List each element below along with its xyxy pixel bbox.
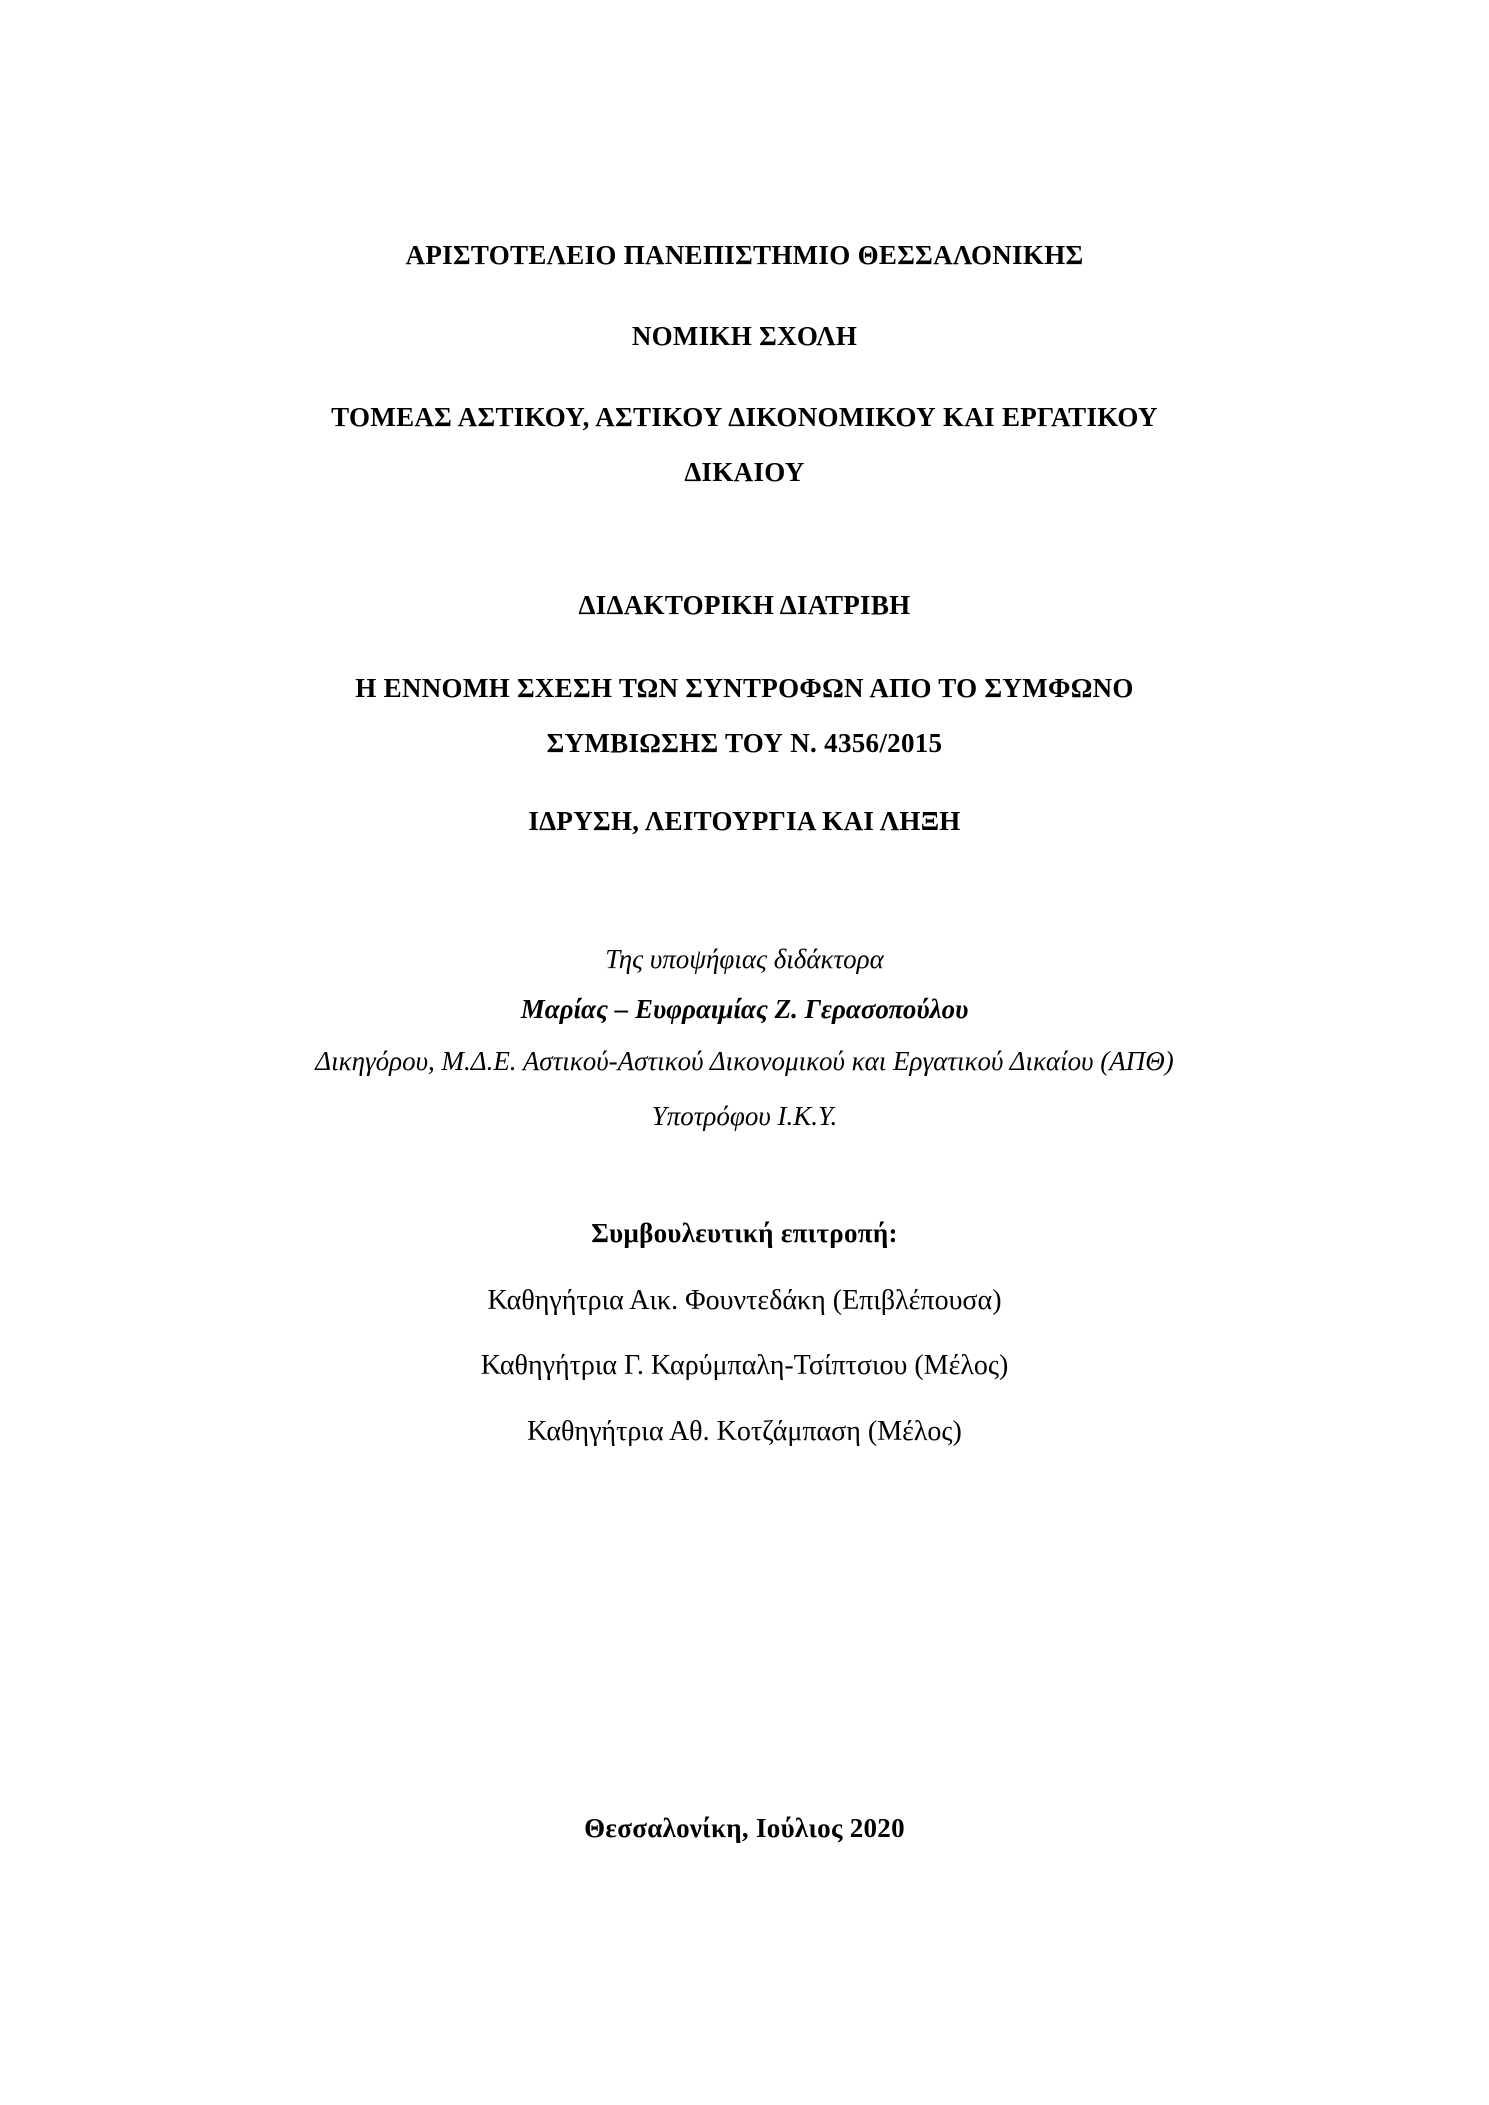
thesis-subtitle: ΙΔΡΥΣΗ, ΛΕΙΤΟΥΡΓΙΑ ΚΑΙ ΛΗΞΗ: [528, 806, 961, 836]
department-name-line1: ΤΟΜΕΑΣ ΑΣΤΙΚΟΥ, ΑΣΤΙΚΟΥ ΔΙΚΟΝΟΜΙΚΟΥ ΚΑΙ ΕΡΓΑΤΙΚΟΥ: [331, 402, 1158, 432]
committee-member: Καθηγήτρια Αικ. Φουντεδάκη (Επιβλέπουσα): [487, 1285, 1002, 1316]
author-name: Μαρίας – Ευφραιμίας Ζ. Γερασοπούλου: [520, 994, 969, 1024]
author-scholarship: Υποτρόφου Ι.Κ.Υ.: [651, 1101, 838, 1131]
thesis-type: ΔΙΔΑΚΤΟΡΙΚΗ ΔΙΑΤΡΙΒΗ: [578, 590, 911, 620]
committee-member: Καθηγήτρια Γ. Καρύμπαλη-Τσίπτσιου (Μέλος): [480, 1350, 1009, 1381]
university-name: ΑΡΙΣΤΟΤΕΛΕΙΟ ΠΑΝΕΠΙΣΤΗΜΙΟ ΘΕΣΣΑΛΟΝΙΚΗΣ: [405, 240, 1084, 270]
author-intro: Της υποψήφιας διδάκτορα: [605, 944, 884, 974]
author-credentials: Δικηγόρου, Μ.Δ.Ε. Αστικού-Αστικού Δικονομικού και Εργατικού Δικαίου (ΑΠΘ): [315, 1046, 1174, 1076]
thesis-title-line1: Η ΕΝΝΟΜΗ ΣΧΕΣΗ ΤΩΝ ΣΥΝΤΡΟΦΩΝ ΑΠΟ ΤΟ ΣΥΜΦΩΝΟ: [355, 673, 1134, 703]
school-name: ΝΟΜΙΚΗ ΣΧΟΛΗ: [631, 321, 858, 351]
department-name-line2: ΔΙΚΑΙΟΥ: [684, 457, 805, 487]
committee-member: Καθηγήτρια Αθ. Κοτζάμπαση (Μέλος): [527, 1416, 962, 1447]
thesis-title-line2: ΣΥΜΒΙΩΣΗΣ ΤΟΥ Ν. 4356/2015: [546, 728, 943, 758]
committee-heading: Συμβουλευτική επιτροπή:: [591, 1218, 898, 1248]
place-and-date: Θεσσαλονίκη, Ιούλιος 2020: [584, 1813, 905, 1843]
